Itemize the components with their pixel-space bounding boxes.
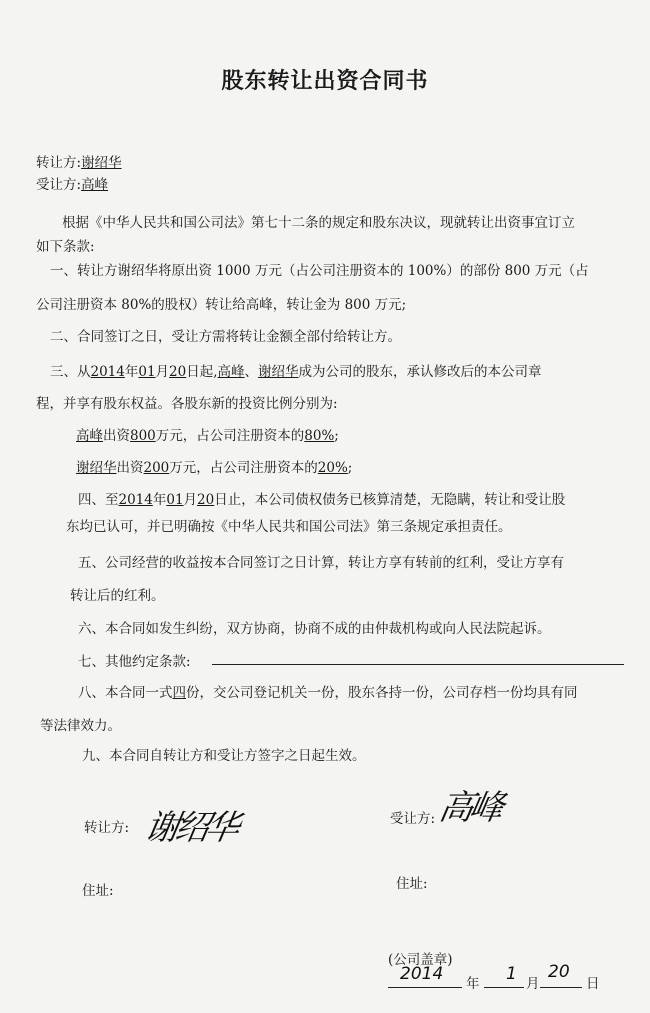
c3-year: 2014 bbox=[90, 364, 125, 380]
s1-percent: 80% bbox=[304, 428, 335, 444]
date-day-unit: 日 bbox=[586, 976, 600, 992]
c4-year: 2014 bbox=[118, 492, 153, 508]
transferor-line bbox=[36, 151, 122, 171]
c8-part-2: 份，交公司登记机关一份，股东各持一份，公司存档一份均具有同 bbox=[186, 685, 578, 701]
clause-7-blank-line bbox=[212, 664, 624, 665]
c3-part-3: 月 bbox=[155, 364, 170, 380]
date-day-value: 20 bbox=[548, 962, 570, 982]
c8-part-1: 八、本合同一式 bbox=[78, 685, 173, 701]
c4-day: 20 bbox=[197, 492, 215, 508]
c3-separator: 、 bbox=[244, 364, 259, 380]
c4-part-1: 四、至 bbox=[78, 492, 119, 508]
date-year-unit: 年 bbox=[466, 976, 480, 992]
company-seal-label: (公司盖章) bbox=[388, 952, 453, 968]
c3-name-1: 高峰 bbox=[217, 364, 245, 380]
date-year-value: 2014 bbox=[400, 964, 444, 984]
address-label-left: 住址: bbox=[82, 883, 114, 899]
clause-2: 二、合同签订之日，受让方需将转让金额全部付给转让方。 bbox=[50, 329, 401, 345]
s1-part-2: 万元，占公司注册资本的 bbox=[155, 428, 305, 444]
s1-name: 高峰 bbox=[76, 428, 103, 444]
clause-3-line-1 bbox=[50, 360, 542, 380]
clause-8-line-1 bbox=[78, 681, 578, 701]
c3-part-2: 年 bbox=[124, 364, 139, 380]
sign-transferee-label: 受让方: bbox=[390, 811, 436, 827]
transferee-line bbox=[36, 173, 108, 193]
clause-8-line-2: 等法律效力。 bbox=[40, 718, 121, 734]
date-year-line bbox=[388, 987, 462, 988]
c3-month: 01 bbox=[138, 364, 156, 380]
c3-part-5: 成为公司的股东，承认修改后的本公司章 bbox=[298, 364, 542, 380]
shareholder-row-2 bbox=[76, 456, 352, 476]
s1-amount: 800 bbox=[130, 428, 156, 444]
date-day-line bbox=[540, 987, 582, 988]
transferor-signature: 谢绍华 bbox=[141, 808, 239, 848]
clause-9: 九、本合同自转让方和受让方签字之日起生效。 bbox=[82, 748, 366, 764]
transferee-label: 受让方: bbox=[36, 177, 82, 193]
transferee-signature: 高峰 bbox=[435, 788, 503, 828]
date-month-unit: 月 bbox=[526, 976, 540, 992]
date-month-line bbox=[484, 987, 524, 988]
s2-amount: 200 bbox=[143, 460, 170, 476]
c3-part-4: 日起, bbox=[186, 364, 218, 380]
date-month-value: 1 bbox=[506, 964, 517, 984]
shareholder-row-1 bbox=[76, 424, 339, 444]
s1-end: ; bbox=[334, 428, 339, 444]
clause-5-line-1: 五、公司经营的收益按本合同签订之日计算，转让方享有转前的红利，受让方享有 bbox=[78, 555, 564, 571]
clause-4-line-1 bbox=[78, 488, 565, 508]
document-title: 股东转让出资合同书 bbox=[221, 68, 429, 94]
clause-3-line-2: 程，并享有股东权益。各股东新的投资比例分别为: bbox=[36, 396, 338, 412]
clause-6: 六、本合同如发生纠纷，双方协商，协商不成的由仲裁机构或向人民法院起诉。 bbox=[78, 621, 551, 637]
c4-part-3: 月 bbox=[183, 492, 198, 508]
transferor-label: 转让方: bbox=[36, 155, 82, 171]
s2-part-1: 出资 bbox=[116, 460, 144, 476]
transferor-name: 谢绍华 bbox=[81, 155, 122, 171]
address-label-right: 住址: bbox=[396, 876, 428, 892]
c3-name-2: 谢绍华 bbox=[258, 364, 299, 380]
transferee-name: 高峰 bbox=[81, 177, 109, 193]
intro-line-1: 根据《中华人民共和国公司法》第七十二条的规定和股东决议，现就转让出资事宜订立 bbox=[62, 215, 575, 231]
c3-part-1: 三、从 bbox=[50, 364, 91, 380]
sign-transferor-label: 转让方: bbox=[84, 820, 130, 836]
c4-month: 01 bbox=[166, 492, 184, 508]
c3-day: 20 bbox=[169, 364, 187, 380]
clause-1-line-1: 一、转让方谢绍华将原出资 1000 万元（占公司注册资本的 100%）的部份 800 万元（占 bbox=[50, 263, 589, 279]
s2-part-2: 万元，占公司注册资本的 bbox=[169, 460, 318, 476]
clause-1-line-2: 公司注册资本 80%的股权）转让给高峰，转让金为 800 万元; bbox=[36, 297, 407, 313]
s2-name: 谢绍华 bbox=[76, 460, 117, 476]
c4-part-4: 日止，本公司债权债务已核算清楚，无隐瞒，转让和受让股 bbox=[214, 492, 566, 508]
c4-part-2: 年 bbox=[152, 492, 167, 508]
intro-line-2: 如下条款: bbox=[36, 239, 95, 255]
s2-percent: 20% bbox=[317, 460, 348, 476]
clause-5-line-2: 转让后的红利。 bbox=[70, 588, 165, 604]
c8-count: 四 bbox=[172, 685, 186, 701]
s2-end: ; bbox=[347, 460, 353, 476]
s1-part-1: 出资 bbox=[103, 428, 130, 444]
clause-4-line-2: 东均已认可，并已明确按《中华人民共和国公司法》第三条规定承担责任。 bbox=[66, 519, 512, 535]
clause-7: 七、其他约定条款: bbox=[78, 654, 191, 670]
